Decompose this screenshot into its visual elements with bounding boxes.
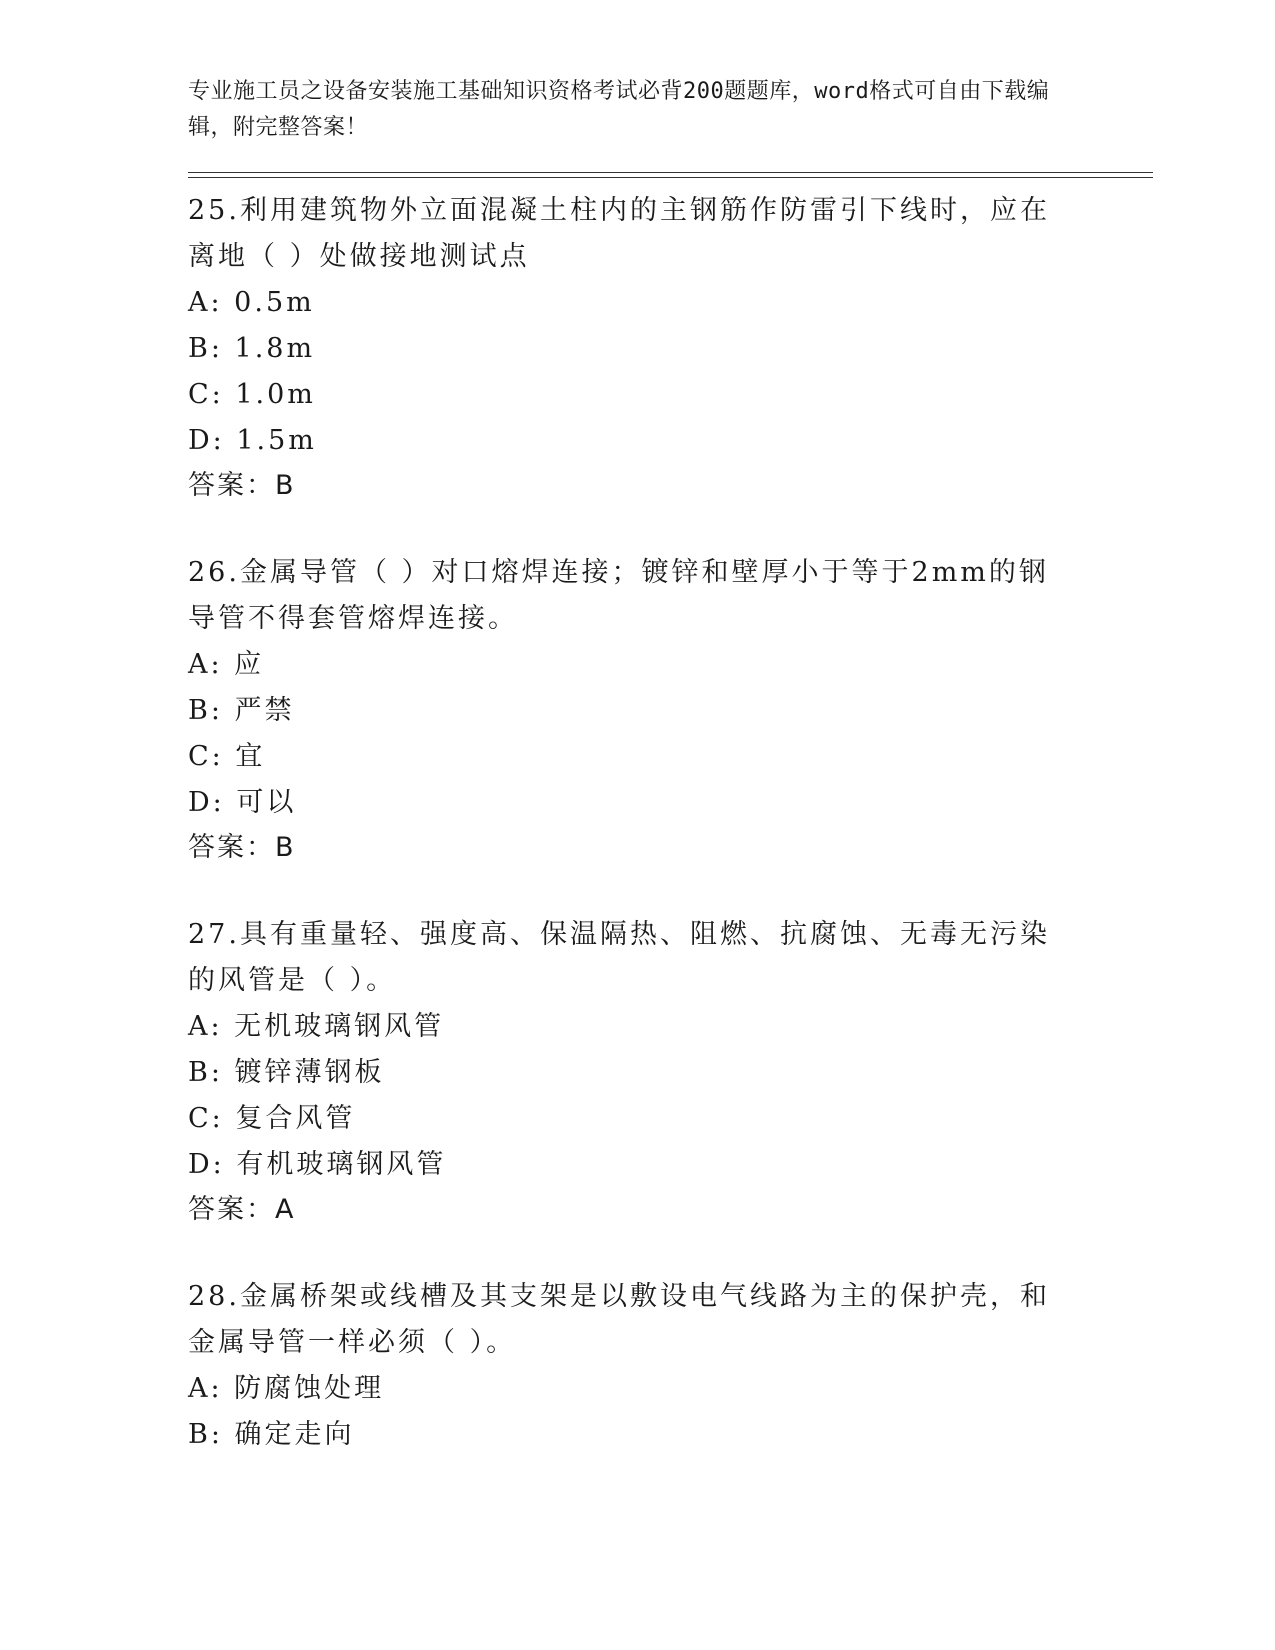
document-header: 专业施工员之设备安装施工基础知识资格考试必背200题题库，word格式可自由下载编辑，附完整答案！ bbox=[188, 79, 1050, 140]
option-c: C: 1.0m bbox=[188, 379, 316, 410]
header-divider bbox=[188, 172, 1153, 178]
question-spacer bbox=[188, 1232, 1148, 1274]
option-d: D: 1.5m bbox=[188, 425, 317, 456]
option-b: B: 严禁 bbox=[188, 695, 295, 726]
option-b: B: 1.8m bbox=[188, 333, 316, 364]
option-b: B: 确定走向 bbox=[188, 1419, 355, 1450]
answer: 答案：B bbox=[188, 832, 296, 863]
question-25 bbox=[188, 188, 1148, 508]
question-28 bbox=[188, 1274, 1148, 1458]
option-b: B: 镀锌薄钢板 bbox=[188, 1057, 385, 1088]
question-27 bbox=[188, 912, 1148, 1232]
option-d: D: 可以 bbox=[188, 787, 297, 818]
question-spacer bbox=[188, 508, 1148, 550]
answer: 答案：B bbox=[188, 470, 296, 501]
question-26 bbox=[188, 550, 1148, 870]
answer: 答案：A bbox=[188, 1194, 296, 1225]
question-stem: 26.金属导管（ ）对口熔焊连接；镀锌和壁厚小于等于2mm的钢导管不得套管熔焊连接。 bbox=[188, 557, 1049, 634]
option-a: A: 无机玻璃钢风管 bbox=[188, 1011, 445, 1042]
question-stem: 27.具有重量轻、强度高、保温隔热、阻燃、抗腐蚀、无毒无污染的风管是（ ）。 bbox=[188, 919, 1050, 996]
option-a: A: 应 bbox=[188, 649, 265, 680]
option-a: A: 防腐蚀处理 bbox=[188, 1373, 385, 1404]
question-stem: 25.利用建筑物外立面混凝土柱内的主钢筋作防雷引下线时，应在离地（ ）处做接地测试点 bbox=[188, 195, 1050, 272]
question-spacer bbox=[188, 870, 1148, 912]
question-stem: 28.金属桥架或线槽及其支架是以敷设电气线路为主的保护壳，和金属导管一样必须（ ）。 bbox=[188, 1281, 1050, 1358]
option-d: D: 有机玻璃钢风管 bbox=[188, 1149, 447, 1180]
document-page bbox=[188, 74, 1148, 1458]
option-a: A: 0.5m bbox=[188, 287, 315, 318]
option-c: C: 宜 bbox=[188, 741, 266, 772]
option-c: C: 复合风管 bbox=[188, 1103, 356, 1134]
